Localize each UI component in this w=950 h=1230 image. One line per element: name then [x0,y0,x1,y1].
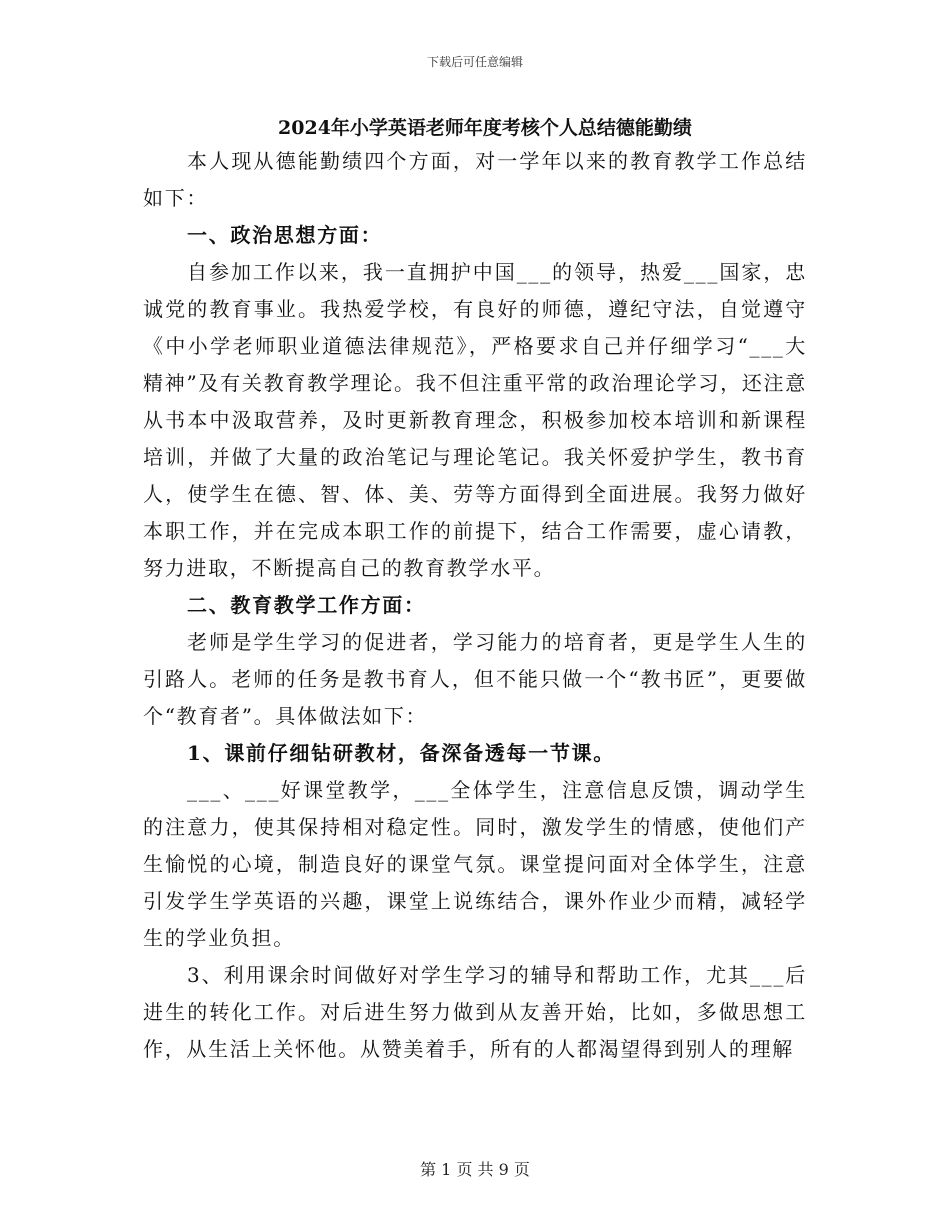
item-body-classroom: ___、___好课堂教学，___全体学生，注意信息反馈，调动学生的注意力，使其保持相对稳定性。同时，激发学生的情感，使他们产生愉悦的心境，制造良好的课堂气氛。课堂提问面对全体学生，注意引发学生学英语的兴趣，课堂上说练结合，课外作业少而精，减轻学生的学业负担。 [143,778,807,950]
section-heading-political: 一、政治思想方面： [187,223,383,247]
document-body [143,113,807,1068]
section-heading-teaching: 二、教育教学工作方面： [187,593,426,617]
item-body-tutoring: 3、利用课余时间做好对学生学习的辅导和帮助工作，尤其___后进生的转化工作。对后进生努力做到从友善开始，比如，多做思想工作，从生活上关怀他。从赞美着手，所有的人都渴望得到别人的理解 [143,963,807,1061]
item-heading-lesson-prep: 1、课前仔细钻研教材，备深备透每一节课。 [187,741,615,765]
section-body-political: 自参加工作以来，我一直拥护中国___的领导，热爱___国家，忠诚党的教育事业。我热爱学校，有良好的师德，遵纪守法，自觉遵守《中小学老师职业道德法律规范》，严格要求自己并仔细学习“___大精神”及有关教育教学理论。我不但注重平常的政治理论学习，还注意从书本中汲取营养，及时更新教育理念，积极参加校本培训和新课程培训，并做了大量的政治笔记与理论笔记。我关怀爱护学生，教书育人，使学生在德、智、体、美、劳等方面得到全面进展。我努力做好本职工作，并在完成本职工作的前提下，结合工作需要，虚心请教，努力进取，不断提高自己的教育教学水平。 [143,260,807,580]
document-title: 2024年小学英语老师年度考核个人总结德能勤绩 [278,117,692,139]
section-body-teaching: 老师是学生学习的促进者，学习能力的培育者，更是学生人生的引路人。老师的任务是教书育人，但不能只做一个“教书匠”，更要做个“教育者”。具体做法如下： [143,630,807,728]
page-header-note: 下载后可任意编辑 [426,55,523,69]
intro-paragraph: 本人现从德能勤绩四个方面，对一学年以来的教育教学工作总结如下： [143,149,807,210]
page-number: 第 1 页 共 9 页 [420,1160,530,1179]
